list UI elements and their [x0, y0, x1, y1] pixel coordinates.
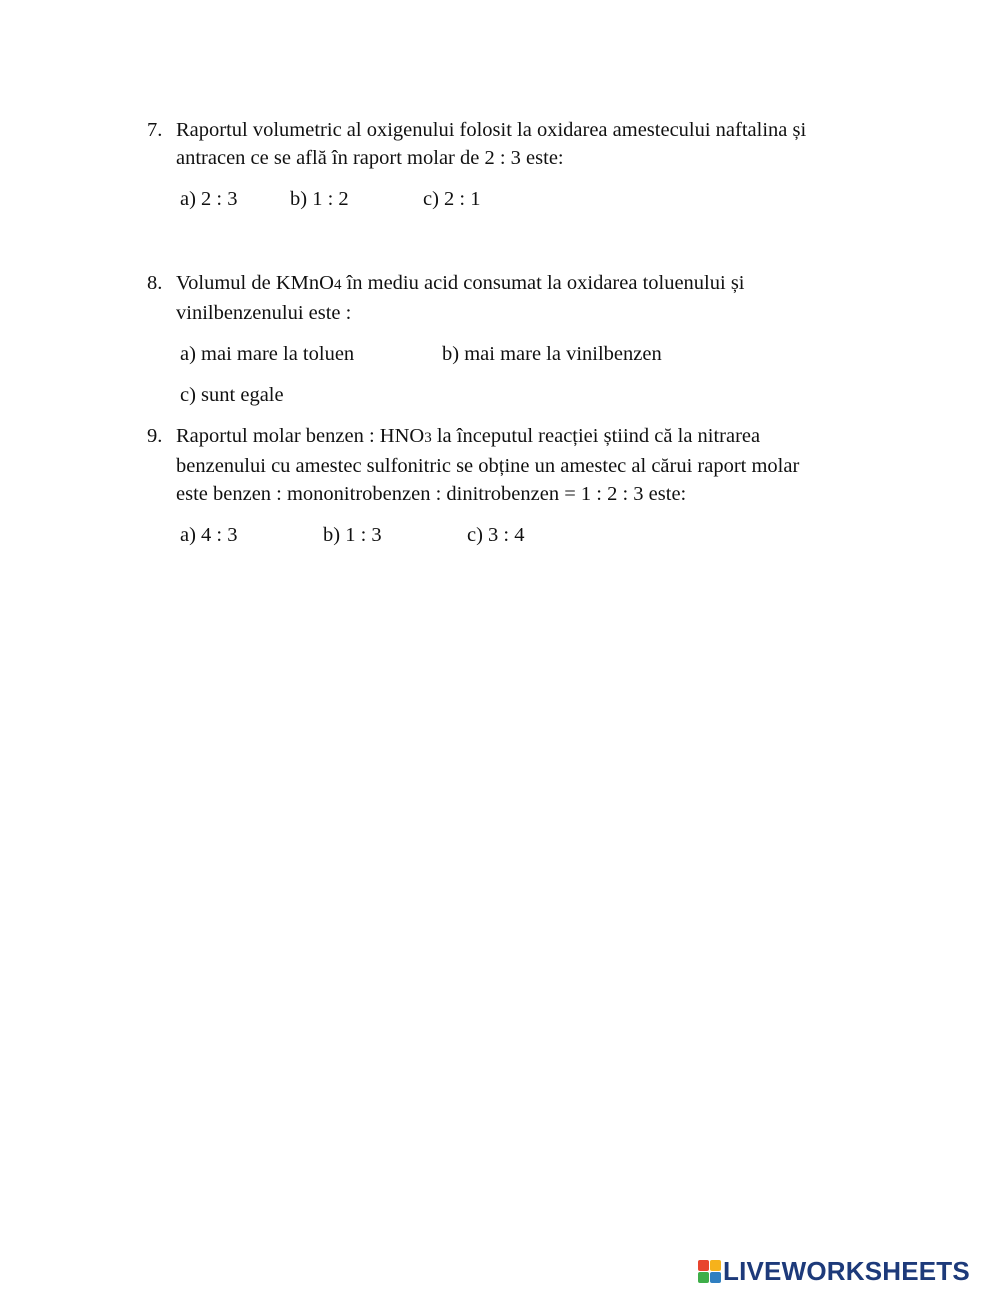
- option-c[interactable]: c) 2 : 1: [423, 188, 481, 210]
- option-c[interactable]: c) sunt egale: [180, 384, 284, 406]
- formula-subscript: 4: [333, 277, 342, 293]
- liveworksheets-logo-icon: [698, 1260, 721, 1283]
- option-c[interactable]: c) 3 : 4: [467, 524, 525, 546]
- question-text-line: antracen ce se află în raport molar de 2 : 3 este:: [176, 147, 564, 169]
- options-row: [147, 185, 887, 213]
- liveworksheets-logo: [698, 1256, 970, 1286]
- text-segment: la începutul reacției știind că la nitrarea: [431, 425, 761, 447]
- question-7: [147, 116, 887, 213]
- question-stem: [147, 116, 887, 172]
- question-stem: [147, 269, 887, 327]
- question-text-line: este benzen : mononitrobenzen : dinitrobenzen = 1 : 2 : 3 este:: [176, 483, 687, 505]
- question-number: 8.: [147, 272, 163, 294]
- question-text-line: [176, 422, 887, 452]
- options-row: [147, 381, 887, 409]
- question-number: 7.: [147, 119, 163, 141]
- question-number: 9.: [147, 425, 163, 447]
- option-b[interactable]: b) 1 : 2: [290, 188, 349, 210]
- logo-square: [710, 1272, 721, 1283]
- question-text-line: benzenului cu amestec sulfonitric se obține un amestec al cărui raport molar: [176, 455, 800, 477]
- option-b[interactable]: b) 1 : 3: [323, 524, 382, 546]
- option-b[interactable]: b) mai mare la vinilbenzen: [442, 343, 662, 365]
- logo-square: [710, 1260, 721, 1271]
- logo-square: [698, 1260, 709, 1271]
- option-a[interactable]: a) mai mare la toluen: [180, 343, 355, 365]
- options-row: [147, 340, 887, 368]
- logo-text: LIVEWORKSHEETS: [723, 1256, 970, 1286]
- question-8: [147, 269, 887, 409]
- text-segment: Raportul molar benzen : HNO: [176, 425, 425, 447]
- option-a[interactable]: a) 4 : 3: [180, 524, 238, 546]
- option-a[interactable]: a) 2 : 3: [180, 188, 238, 210]
- logo-square: [698, 1272, 709, 1283]
- text-segment: Volumul de KMnO: [176, 272, 334, 294]
- text-segment: în mediu acid consumat la oxidarea toluenului și: [341, 272, 745, 294]
- options-row: [147, 521, 887, 549]
- question-stem: [147, 422, 887, 508]
- question-text-line: [176, 269, 887, 299]
- question-9: [147, 422, 887, 549]
- formula-subscript: 3: [424, 430, 432, 446]
- question-text-line: vinilbenzenului este :: [176, 302, 352, 324]
- question-text-line: Raportul volumetric al oxigenului folosit la oxidarea amestecului naftalina și: [176, 119, 807, 141]
